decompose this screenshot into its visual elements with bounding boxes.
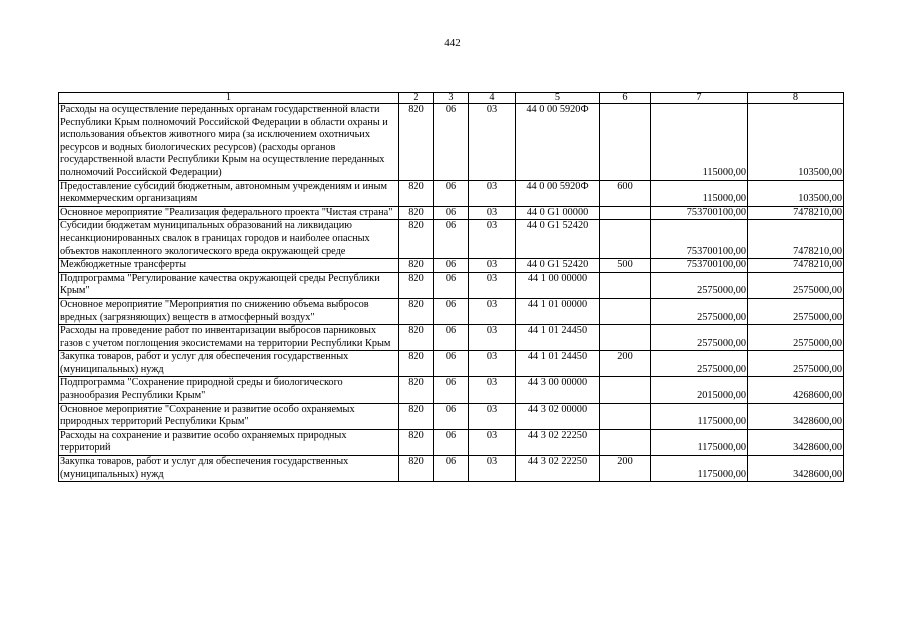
row-col-5: 44 3 02 22250 bbox=[516, 429, 600, 455]
row-col-3: 06 bbox=[434, 429, 469, 455]
column-header: 6 bbox=[600, 93, 651, 104]
row-description: Предоставление субсидий бюджетным, автономным учреждениям и иным некоммерческим организациям bbox=[59, 180, 399, 206]
table-row bbox=[59, 180, 844, 206]
row-col-4: 03 bbox=[469, 180, 516, 206]
row-col-4: 03 bbox=[469, 403, 516, 429]
row-col-8: 2575000,00 bbox=[748, 325, 844, 351]
row-col-7: 2015000,00 bbox=[651, 377, 748, 403]
row-description: Основное мероприятие "Мероприятия по снижению объема выбросов вредных (загрязняющих) веществ в атмосферный воздух" bbox=[59, 298, 399, 324]
column-header: 8 bbox=[748, 93, 844, 104]
row-col-4: 03 bbox=[469, 351, 516, 377]
row-col-6 bbox=[600, 325, 651, 351]
column-header: 5 bbox=[516, 93, 600, 104]
row-col-5: 44 0 00 5920Ф bbox=[516, 180, 600, 206]
row-col-2: 820 bbox=[399, 180, 434, 206]
row-col-2: 820 bbox=[399, 403, 434, 429]
row-description: Субсидии бюджетам муниципальных образований на ликвидацию несанкционированных свалок в границах городов и наиболее опасных объектов накопленного экологического вреда окружающей среде bbox=[59, 220, 399, 259]
row-col-3: 06 bbox=[434, 220, 469, 259]
row-col-4: 03 bbox=[469, 104, 516, 181]
column-header: 3 bbox=[434, 93, 469, 104]
table-header-row bbox=[59, 93, 844, 104]
column-header: 7 bbox=[651, 93, 748, 104]
row-col-5: 44 0 00 5920Ф bbox=[516, 104, 600, 181]
row-col-8: 2575000,00 bbox=[748, 351, 844, 377]
page-number: 442 bbox=[444, 37, 461, 49]
row-col-7: 2575000,00 bbox=[651, 272, 748, 298]
row-col-8: 7478210,00 bbox=[748, 259, 844, 273]
row-col-7: 753700100,00 bbox=[651, 259, 748, 273]
row-col-5: 44 0 G1 00000 bbox=[516, 206, 600, 220]
row-col-8: 7478210,00 bbox=[748, 220, 844, 259]
row-col-8: 3428600,00 bbox=[748, 429, 844, 455]
table-row bbox=[59, 220, 844, 259]
column-header: 1 bbox=[59, 93, 399, 104]
row-col-4: 03 bbox=[469, 456, 516, 482]
row-description: Основное мероприятие "Реализация федерального проекта "Чистая страна" bbox=[59, 206, 399, 220]
row-col-3: 06 bbox=[434, 377, 469, 403]
row-col-3: 06 bbox=[434, 104, 469, 181]
row-col-5: 44 3 02 00000 bbox=[516, 403, 600, 429]
row-description: Закупка товаров, работ и услуг для обеспечения государственных (муниципальных) нужд bbox=[59, 351, 399, 377]
row-description: Расходы на проведение работ по инвентаризации выбросов парниковых газов с учетом поглощения экосистемами на территории Республики Крым bbox=[59, 325, 399, 351]
row-col-2: 820 bbox=[399, 351, 434, 377]
row-col-5: 44 1 00 00000 bbox=[516, 272, 600, 298]
row-col-6 bbox=[600, 206, 651, 220]
row-description: Закупка товаров, работ и услуг для обеспечения государственных (муниципальных) нужд bbox=[59, 456, 399, 482]
row-col-7: 1175000,00 bbox=[651, 403, 748, 429]
row-col-3: 06 bbox=[434, 456, 469, 482]
row-col-3: 06 bbox=[434, 180, 469, 206]
row-col-4: 03 bbox=[469, 206, 516, 220]
row-col-2: 820 bbox=[399, 377, 434, 403]
row-col-6 bbox=[600, 272, 651, 298]
budget-table bbox=[58, 92, 844, 482]
row-col-7: 115000,00 bbox=[651, 180, 748, 206]
row-col-7: 2575000,00 bbox=[651, 351, 748, 377]
row-col-6: 600 bbox=[600, 180, 651, 206]
table-row bbox=[59, 429, 844, 455]
row-col-6 bbox=[600, 104, 651, 181]
row-col-7: 2575000,00 bbox=[651, 298, 748, 324]
row-description: Межбюджетные трансферты bbox=[59, 259, 399, 273]
row-col-8: 3428600,00 bbox=[748, 403, 844, 429]
row-col-3: 06 bbox=[434, 272, 469, 298]
row-col-3: 06 bbox=[434, 351, 469, 377]
row-col-6: 200 bbox=[600, 351, 651, 377]
row-col-2: 820 bbox=[399, 325, 434, 351]
row-col-8: 4268600,00 bbox=[748, 377, 844, 403]
row-col-4: 03 bbox=[469, 325, 516, 351]
row-description: Подпрограмма "Сохранение природной среды и биологического разнообразия Республики Крым" bbox=[59, 377, 399, 403]
row-col-6: 500 bbox=[600, 259, 651, 273]
row-col-7: 753700100,00 bbox=[651, 206, 748, 220]
row-col-4: 03 bbox=[469, 377, 516, 403]
row-col-2: 820 bbox=[399, 259, 434, 273]
table-row bbox=[59, 104, 844, 181]
table-row bbox=[59, 377, 844, 403]
row-col-2: 820 bbox=[399, 298, 434, 324]
row-col-7: 1175000,00 bbox=[651, 429, 748, 455]
row-col-5: 44 1 01 24450 bbox=[516, 325, 600, 351]
table-row bbox=[59, 456, 844, 482]
row-col-7: 115000,00 bbox=[651, 104, 748, 181]
column-header: 4 bbox=[469, 93, 516, 104]
row-col-3: 06 bbox=[434, 403, 469, 429]
row-col-7: 2575000,00 bbox=[651, 325, 748, 351]
table-row bbox=[59, 325, 844, 351]
row-col-5: 44 0 G1 52420 bbox=[516, 220, 600, 259]
row-col-2: 820 bbox=[399, 220, 434, 259]
row-col-3: 06 bbox=[434, 206, 469, 220]
row-col-5: 44 0 G1 52420 bbox=[516, 259, 600, 273]
row-col-5: 44 1 01 24450 bbox=[516, 351, 600, 377]
row-col-8: 3428600,00 bbox=[748, 456, 844, 482]
row-col-6 bbox=[600, 429, 651, 455]
row-col-5: 44 3 00 00000 bbox=[516, 377, 600, 403]
row-col-3: 06 bbox=[434, 325, 469, 351]
table-row bbox=[59, 206, 844, 220]
row-col-8: 103500,00 bbox=[748, 180, 844, 206]
column-header: 2 bbox=[399, 93, 434, 104]
row-col-2: 820 bbox=[399, 206, 434, 220]
row-col-5: 44 1 01 00000 bbox=[516, 298, 600, 324]
row-col-6 bbox=[600, 220, 651, 259]
row-col-2: 820 bbox=[399, 104, 434, 181]
row-col-6 bbox=[600, 298, 651, 324]
table-row bbox=[59, 298, 844, 324]
row-col-6 bbox=[600, 403, 651, 429]
row-col-8: 2575000,00 bbox=[748, 298, 844, 324]
row-col-4: 03 bbox=[469, 259, 516, 273]
row-col-4: 03 bbox=[469, 220, 516, 259]
row-col-5: 44 3 02 22250 bbox=[516, 456, 600, 482]
row-col-4: 03 bbox=[469, 272, 516, 298]
row-col-4: 03 bbox=[469, 298, 516, 324]
row-description: Расходы на осуществление переданных органам государственной власти Республики Крым полномочий Российской Федерации в области охраны и использования объектов животного мира (за исключением охотничьих ресурсов и водных биологических ресурсов) (расходы органов государственной власти Республики Крым на осуществление переданных полномочий Российской Федерации) bbox=[59, 104, 399, 181]
row-col-7: 753700100,00 bbox=[651, 220, 748, 259]
row-description: Подпрограмма "Регулирование качества окружающей среды Республики Крым" bbox=[59, 272, 399, 298]
row-col-7: 1175000,00 bbox=[651, 456, 748, 482]
table-row bbox=[59, 272, 844, 298]
row-col-4: 03 bbox=[469, 429, 516, 455]
row-col-8: 103500,00 bbox=[748, 104, 844, 181]
row-col-6 bbox=[600, 377, 651, 403]
table-row bbox=[59, 351, 844, 377]
row-col-3: 06 bbox=[434, 298, 469, 324]
row-description: Основное мероприятие "Сохранение и развитие особо охраняемых природных территорий Республики Крым" bbox=[59, 403, 399, 429]
table-row bbox=[59, 259, 844, 273]
row-col-6: 200 bbox=[600, 456, 651, 482]
row-col-2: 820 bbox=[399, 429, 434, 455]
row-col-8: 2575000,00 bbox=[748, 272, 844, 298]
row-col-3: 06 bbox=[434, 259, 469, 273]
row-col-8: 7478210,00 bbox=[748, 206, 844, 220]
row-description: Расходы на сохранение и развитие особо охраняемых природных территорий bbox=[59, 429, 399, 455]
row-col-2: 820 bbox=[399, 272, 434, 298]
row-col-2: 820 bbox=[399, 456, 434, 482]
table-row bbox=[59, 403, 844, 429]
